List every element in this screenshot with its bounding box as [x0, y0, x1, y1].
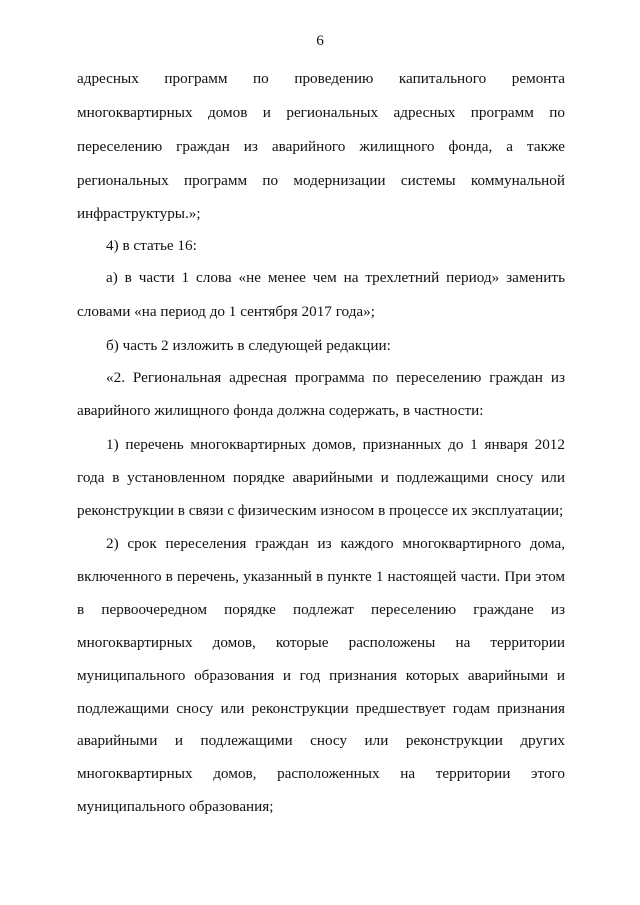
text-line: года в установленном порядке аварийными и подлежащими сносу или — [77, 469, 565, 486]
text-line: региональных программ по модернизации системы коммунальной — [77, 172, 565, 189]
text-line: в первоочередном порядке подлежат переселению граждане из — [77, 601, 565, 618]
text-line: 1) перечень многоквартирных домов, признанных до 1 января 2012 — [106, 436, 565, 453]
text-line: «2. Региональная адресная программа по переселению граждан из — [106, 369, 565, 386]
text-line: муниципального образования и год признания которых аварийными и — [77, 667, 565, 684]
text-line: а) в части 1 слова «не менее чем на трехлетний период» заменить — [106, 269, 565, 286]
text-line: реконструкции в связи с физическим износом в процессе их эксплуатации; — [77, 502, 564, 519]
text-line: многоквартирных домов и региональных адресных программ по — [77, 104, 565, 121]
text-line: словами «на период до 1 сентября 2017 года»; — [77, 303, 375, 320]
text-line: б) часть 2 изложить в следующей редакции: — [106, 337, 391, 354]
text-line: переселению граждан из аварийного жилищного фонда, а также — [77, 138, 565, 155]
text-line: многоквартирных домов, которые расположены на территории — [77, 634, 565, 651]
text-line: подлежащими сносу или реконструкции предшествует годам признания — [77, 700, 565, 717]
text-line: аварийного жилищного фонда должна содержать, в частности: — [77, 402, 484, 419]
item-heading: 4) в статье 16: — [106, 237, 197, 254]
text-line: 2) срок переселения граждан из каждого многоквартирного дома, — [106, 535, 565, 552]
page-number: 6 — [316, 32, 324, 49]
text-line: аварийными и подлежащими сносу или реконструкции других — [77, 732, 565, 749]
text-line: муниципального образования; — [77, 798, 274, 815]
text-line: включенного в перечень, указанный в пункте 1 настоящей части. При этом — [77, 568, 565, 585]
text-line: инфраструктуры.»; — [77, 205, 201, 222]
text-line: многоквартирных домов, расположенных на территории этого — [77, 765, 565, 782]
text-line: адресных программ по проведению капитального ремонта — [77, 70, 565, 87]
